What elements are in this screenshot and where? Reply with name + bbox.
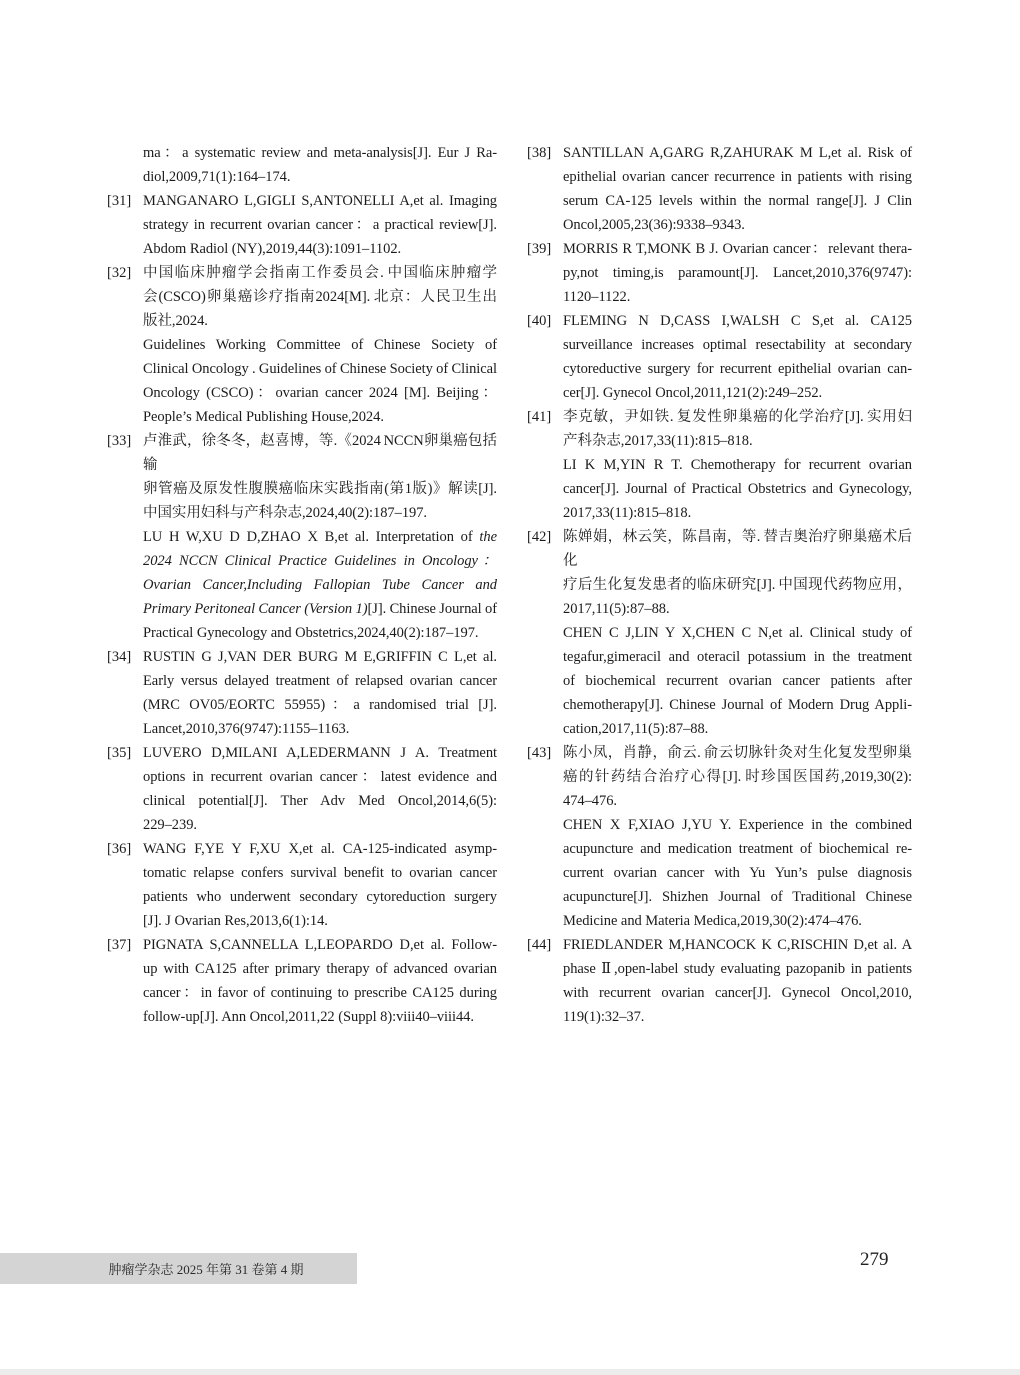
reference-line: 卵管癌及原发性腹膜癌临床实践指南(第1版)》解读[J].	[143, 481, 497, 497]
reference-line: WANG F,YE Y F,XU X,et al. CA-125-indicated asymp-	[143, 841, 497, 857]
reference-item	[107, 933, 497, 1029]
reference-line: 中国临床肿瘤学会指南工作委员会. 中国临床肿瘤学	[143, 265, 497, 281]
reference-item	[527, 405, 912, 453]
reference-line: 会(CSCO)卵巢癌诊疗指南2024[M]. 北京：人民卫生出	[143, 289, 497, 305]
reference-item	[107, 189, 497, 261]
reference-line: tomatic relapse confers survival benefit to ovarian cancer	[143, 865, 497, 881]
reference-line: cancer[J]. Journal of Practical Obstetrics and Gynecology,	[563, 481, 912, 497]
reference-translation	[107, 141, 497, 189]
reference-line: 229–239.	[143, 817, 197, 833]
reference-line: Oncol,2005,23(36):9338–9343.	[563, 217, 745, 233]
reference-line: ma：a systematic review and meta-analysis[J]. Eur J Ra-	[143, 145, 497, 161]
reference-line: 产科杂志,2017,33(11):815–818.	[563, 433, 753, 449]
reference-line: 李克敏，尹如铁. 复发性卵巢癌的化学治疗[J]. 实用妇	[563, 409, 912, 425]
reference-line	[143, 573, 497, 597]
reference-line: Guidelines Working Committee of Chinese Society of	[143, 337, 497, 353]
footer-journal-bar	[0, 1253, 357, 1284]
reference-line: 119(1):32–37.	[563, 1009, 645, 1025]
references-column-right	[527, 141, 912, 1029]
reference-translation	[107, 525, 497, 645]
reference-number: [33]	[107, 433, 132, 449]
reference-item	[527, 309, 912, 405]
reference-number: [43]	[527, 745, 552, 761]
reference-line-segment: LU H W,XU D D,ZHAO X B,et al. Interpretation of	[143, 529, 480, 545]
reference-translation	[107, 333, 497, 429]
reference-item	[527, 141, 912, 237]
reference-line: FLEMING N D,CASS I,WALSH C S,et al. CA125	[563, 313, 912, 329]
footer-journal-info: 肿瘤学杂志 2025 年第 31 卷第 4 期	[108, 1262, 304, 1277]
reference-line: 陈婵娟，林云笑，陈昌南，等. 替吉奥治疗卵巢癌术后化	[563, 529, 912, 569]
reference-line: LI K M,YIN R T. Chemotherapy for recurrent ovarian	[563, 457, 912, 473]
reference-number: [39]	[527, 241, 552, 257]
reference-number: [41]	[527, 409, 552, 425]
reference-line: current ovarian cancer with Yu Yun’s pulse diagnosis	[563, 865, 912, 881]
reference-line: cancer：in favor of continuing to prescribe CA125 during	[143, 985, 497, 1001]
reference-line: (MRC OV05/EORTC 55955)：a randomised trial [J].	[143, 697, 497, 713]
reference-line: options in recurrent ovarian cancer：latest evidence and	[143, 769, 497, 785]
reference-number: [36]	[107, 841, 132, 857]
reference-item	[527, 525, 912, 621]
reference-number: [40]	[527, 313, 552, 329]
reference-number: [38]	[527, 145, 552, 161]
reference-line: phase Ⅱ,open-label study evaluating pazopanib in patients	[563, 961, 912, 977]
reference-line-segment: [J]. Chinese Journal of	[367, 601, 497, 617]
page-bottom-edge	[0, 1369, 1020, 1375]
reference-line: cer[J]. Gynecol Oncol,2011,121(2):249–252.	[563, 385, 823, 401]
reference-number: [32]	[107, 265, 132, 281]
reference-item	[107, 741, 497, 837]
reference-line: Abdom Radiol (NY),2019,44(3):1091–1102.	[143, 241, 402, 257]
reference-line: cytoreductive surgery for recurrent epithelial ovarian can-	[563, 361, 912, 377]
reference-line: surveillance increases optimal resectability at secondary	[563, 337, 912, 353]
page-number: 279	[860, 1249, 889, 1270]
reference-number: [42]	[527, 529, 552, 545]
reference-line: 474–476.	[563, 793, 617, 809]
reference-line: acupuncture[J]. Shizhen Journal of Traditional Chinese	[563, 889, 912, 905]
reference-item	[107, 837, 497, 933]
reference-line-italic-segment: Primary Peritoneal Cancer (Version 1)	[143, 601, 368, 617]
reference-item	[527, 237, 912, 309]
reference-item	[107, 429, 497, 525]
reference-line: clinical potential[J]. Ther Adv Med Oncol,2014,6(5):	[143, 793, 497, 809]
reference-translation	[527, 813, 912, 933]
reference-line: CHEN X F,XIAO J,YU Y. Experience in the combined	[563, 817, 912, 833]
reference-line: diol,2009,71(1):164–174.	[143, 169, 291, 185]
references-column-left	[107, 141, 497, 1029]
reference-line: chemotherapy[J]. Chinese Journal of Modern Drug Appli-	[563, 697, 912, 713]
reference-line: Clinical Oncology . Guidelines of Chinese Society of Clinical	[143, 361, 497, 377]
reference-item	[107, 645, 497, 741]
reference-line: Oncology (CSCO)：ovarian cancer 2024 [M]. Beijing：	[143, 385, 497, 401]
reference-translation	[527, 453, 912, 525]
reference-line: FRIEDLANDER M,HANCOCK K C,RISCHIN D,et al. A	[563, 937, 912, 953]
reference-line	[143, 525, 497, 549]
reference-line	[143, 597, 497, 621]
reference-line-italic-segment: the	[479, 529, 497, 545]
reference-number: [35]	[107, 745, 132, 761]
reference-line-italic-segment: 2024 NCCN Clinical Practice Guidelines in Oncology：	[143, 553, 497, 569]
reference-translation	[527, 621, 912, 741]
reference-line: CHEN C J,LIN Y X,CHEN C N,et al. Clinical study of	[563, 625, 912, 641]
reference-line: SANTILLAN A,GARG R,ZAHURAK M L,et al. Risk of	[563, 145, 912, 161]
reference-number: [31]	[107, 193, 132, 209]
reference-line: of biochemical recurrent ovarian cancer patients after	[563, 673, 912, 689]
reference-line: Medicine and Materia Medica,2019,30(2):474–476.	[563, 913, 862, 929]
reference-line: RUSTIN G J,VAN DER BURG M E,GRIFFIN C L,et al.	[143, 649, 497, 665]
reference-line: serum CA-125 levels within the normal range[J]. J Clin	[563, 193, 912, 209]
reference-line: up with CA125 after primary therapy of advanced ovarian	[143, 961, 497, 977]
reference-line: MANGANARO L,GIGLI S,ANTONELLI A,et al. Imaging	[143, 193, 497, 209]
reference-line: MORRIS R T,MONK B J. Ovarian cancer：relevant thera-	[563, 241, 912, 257]
reference-item	[527, 741, 912, 813]
reference-line: patients who underwent secondary cytoreduction surgery	[143, 889, 497, 905]
reference-line: 中国实用妇科与产科杂志,2024,40(2):187–197.	[143, 505, 428, 521]
reference-item	[107, 261, 497, 333]
reference-line: 疗后生化复发患者的临床研究[J]. 中国现代药物应用，	[563, 577, 912, 593]
reference-line: Early versus delayed treatment of relapsed ovarian cancer	[143, 673, 497, 689]
reference-line: People’s Medical Publishing House,2024.	[143, 409, 384, 425]
reference-line: Practical Gynecology and Obstetrics,2024,40(2):187–197.	[143, 625, 479, 641]
reference-line: epithelial ovarian cancer recurrence in patients with rising	[563, 169, 912, 185]
reference-number: [37]	[107, 937, 132, 953]
reference-line: 2017,11(5):87–88.	[563, 601, 670, 617]
reference-number: [44]	[527, 937, 552, 953]
reference-line: 癌的针药结合治疗心得[J]. 时珍国医国药,2019,30(2):	[563, 769, 912, 785]
reference-line: follow-up[J]. Ann Oncol,2011,22 (Suppl 8):viii40–viii44.	[143, 1009, 474, 1025]
reference-line	[143, 549, 497, 573]
reference-line: 版社,2024.	[143, 313, 208, 329]
reference-item	[527, 933, 912, 1029]
reference-line: with recurrent ovarian cancer[J]. Gynecol Oncol,2010,	[563, 985, 912, 1001]
reference-line: [J]. J Ovarian Res,2013,6(1):14.	[143, 913, 328, 929]
reference-number: [34]	[107, 649, 132, 665]
reference-line: LUVERO D,MILANI A,LEDERMANN J A. Treatment	[143, 745, 497, 761]
reference-line: acupuncture and medication treatment of biochemical re-	[563, 841, 912, 857]
reference-line: py,not timing,is paramount[J]. Lancet,2010,376(9747):	[563, 265, 912, 281]
reference-line: 陈小凤，肖静，俞云. 俞云切脉针灸对生化复发型卵巢	[563, 745, 912, 761]
reference-line: PIGNATA S,CANNELLA L,LEOPARDO D,et al. Follow-	[143, 937, 497, 953]
reference-line: Lancet,2010,376(9747):1155–1163.	[143, 721, 350, 737]
reference-line-italic-segment: Ovarian Cancer,Including Fallopian Tube Cancer and	[143, 577, 497, 593]
reference-line: 2017,33(11):815–818.	[563, 505, 692, 521]
reference-line: tegafur,gimeracil and oteracil potassium in the treatment	[563, 649, 912, 665]
reference-line: cation,2017,11(5):87–88.	[563, 721, 709, 737]
reference-line: 1120–1122.	[563, 289, 631, 305]
reference-line: 卢淮武，徐冬冬，赵喜博，等.《2024 NCCN卵巢癌包括输	[143, 433, 497, 473]
reference-line: strategy in recurrent ovarian cancer：a practical review[J].	[143, 217, 497, 233]
